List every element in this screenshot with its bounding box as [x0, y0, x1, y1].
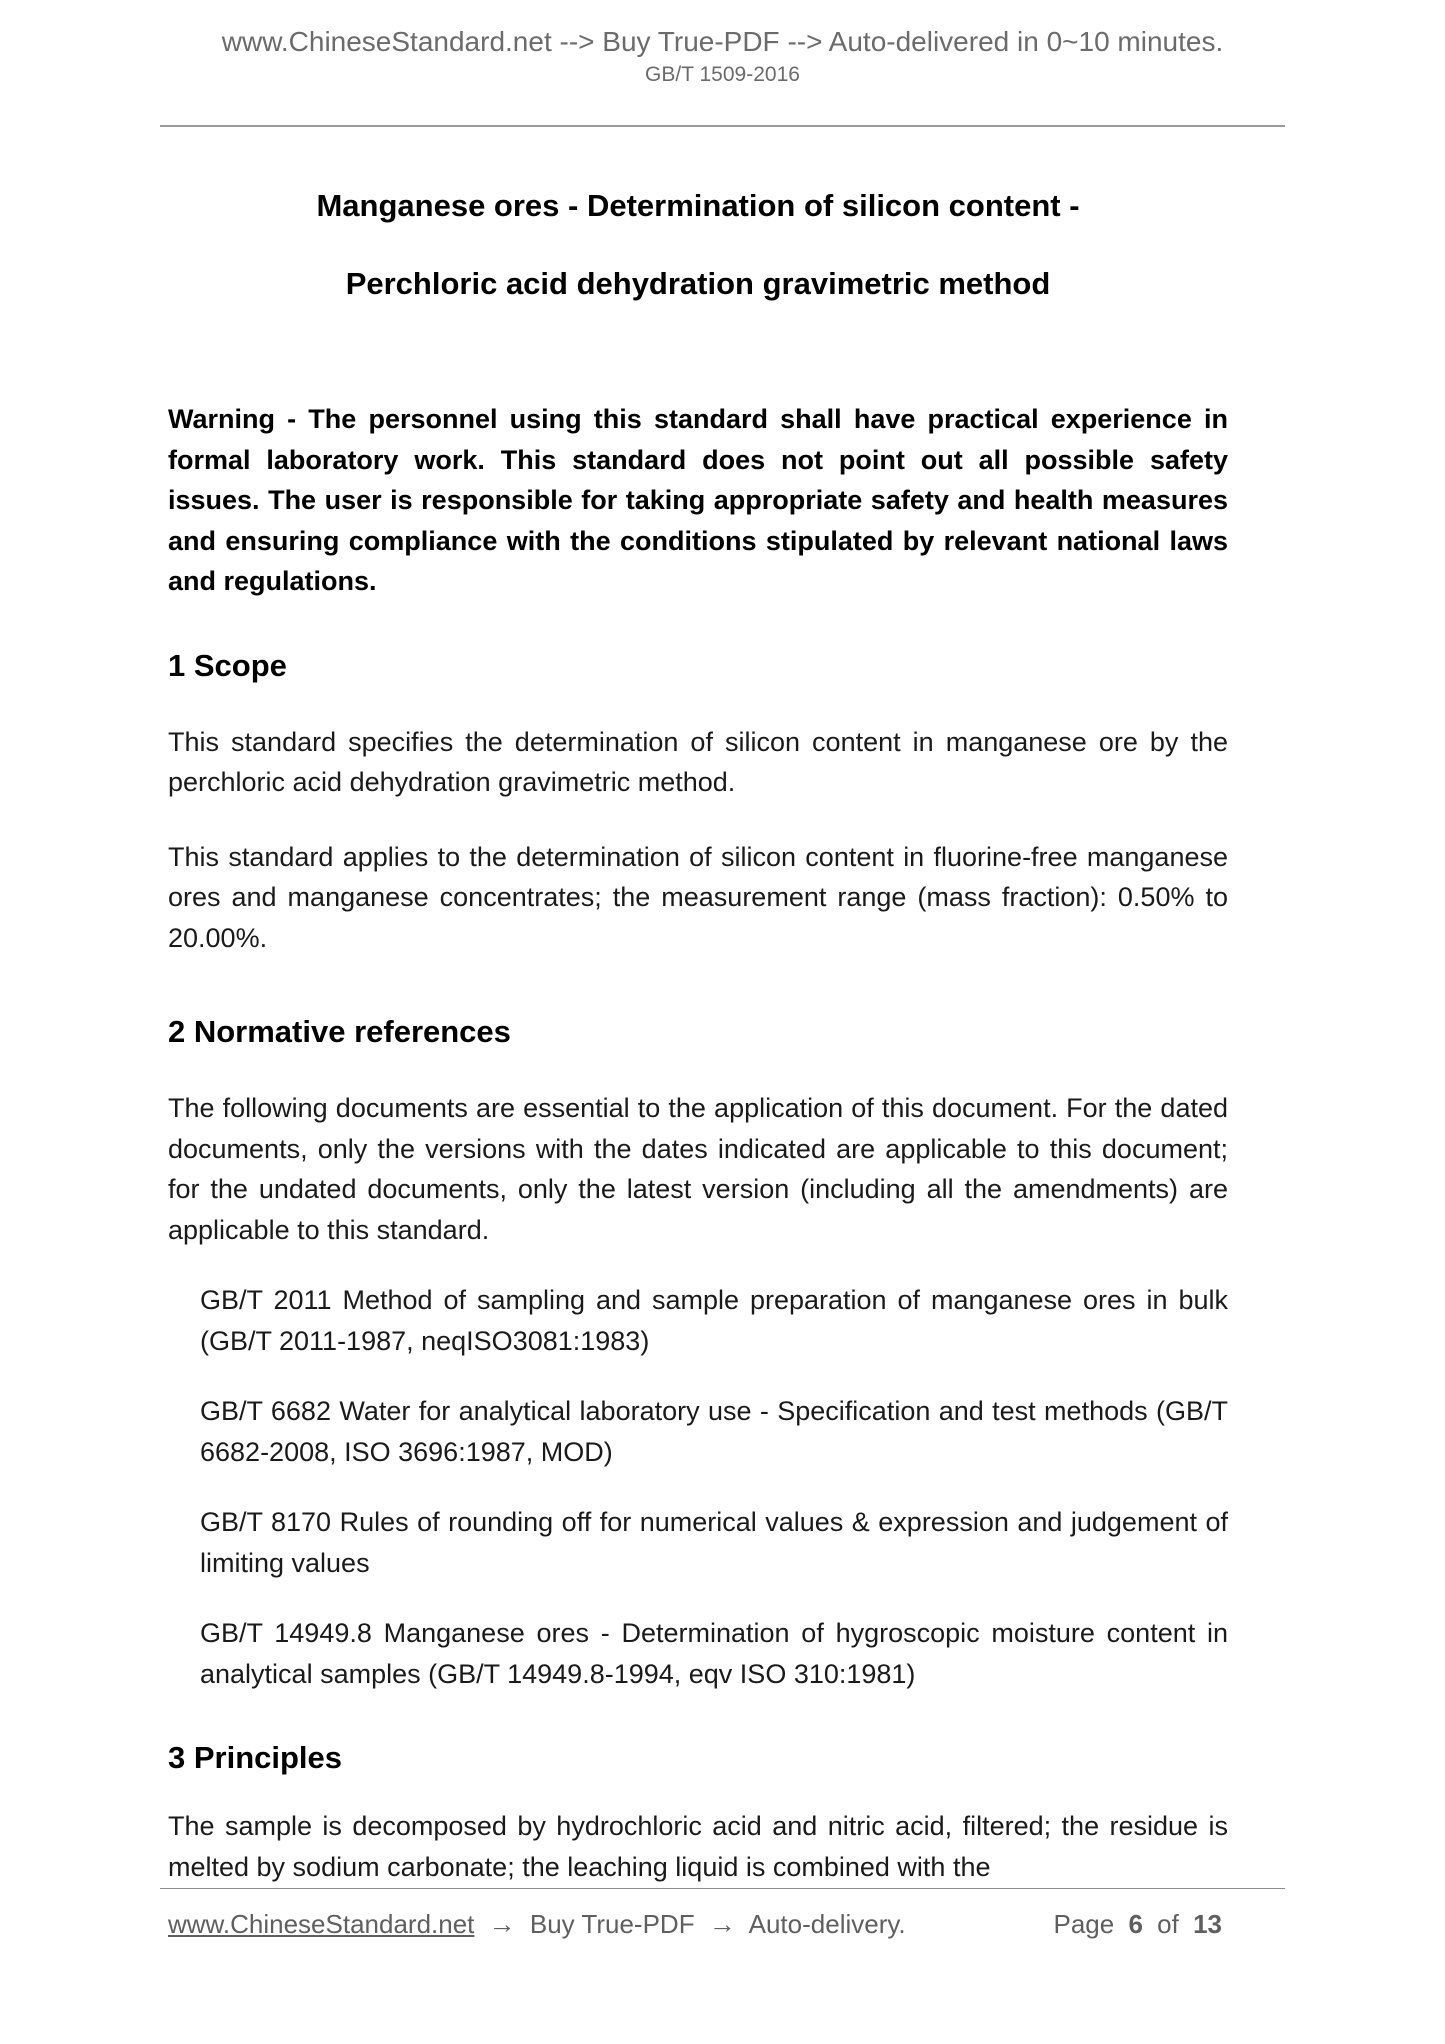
document-body	[168, 167, 1228, 1887]
footer-delivery-text: Auto-delivery.	[748, 1909, 906, 1939]
scope-paragraph-2: This standard applies to the determination of silicon content in fluorine-free manganese ores and manganese concentrates; the measurement range (mass fraction): 0.50% to 20.00%.	[168, 841, 1228, 953]
page-footer	[0, 1888, 1445, 1940]
document-title-line1: Manganese ores - Determination of silicon content -	[316, 188, 1080, 223]
footer-text-row	[168, 1909, 1222, 1940]
document-title-line2: Perchloric acid dehydration gravimetric method	[345, 266, 1051, 301]
footer-site-line	[168, 1909, 913, 1940]
footer-buy-text: Buy True-PDF	[529, 1909, 695, 1939]
reference-item: GB/T 2011 Method of sampling and sample preparation of manganese ores in bulk (GB/T 2011-1987, neqISO3081:1983)	[200, 1285, 1228, 1356]
normative-intro-paragraph: The following documents are essential to the application of this document. For the dated documents, only the versions with the dates indicated are applicable to this document; for the undated documents, only the latest version (including all the amendments) are applicable to this standard.	[168, 1093, 1228, 1245]
section-heading-normative-references: 2 Normative references	[168, 1014, 511, 1049]
page-header	[0, 0, 1445, 87]
page-current-number: 6	[1128, 1909, 1143, 1939]
footer-divider	[160, 1888, 1285, 1889]
header-standard-number: GB/T 1509-2016	[645, 63, 800, 86]
warning-paragraph: Warning - The personnel using this standard shall have practical experience in formal laboratory work. This standard does not point out all possible safety issues. The user is responsible for taking appropriate safety and health measures and ensuring compliance with the conditions stipulated by relevant national laws and regulations.	[168, 404, 1228, 596]
page-label: Page	[1053, 1909, 1115, 1939]
section-heading-scope: 1 Scope	[168, 647, 287, 683]
footer-arrow-icon: →	[488, 1909, 516, 1939]
header-banner-text: www.ChineseStandard.net --> Buy True-PDF --> Auto-delivered in 0~10 minutes.	[221, 26, 1224, 57]
reference-item: GB/T 6682 Water for analytical laboratory use - Specification and test methods (GB/T 6682-2008, ISO 3696:1987, MOD)	[200, 1396, 1228, 1467]
reference-item: GB/T 14949.8 Manganese ores - Determination of hygroscopic moisture content in analytical samples (GB/T 14949.8-1994, eqv ISO 310:1981)	[200, 1618, 1228, 1689]
page-total-number: 13	[1193, 1909, 1222, 1939]
section-heading-principles: 3 Principles	[168, 1740, 343, 1775]
principles-paragraph: The sample is decomposed by hydrochloric acid and nitric acid, filtered; the residue is melted by sodium carbonate; the leaching liquid is combined with the	[168, 1811, 1228, 1882]
scope-paragraph-1: This standard specifies the determination of silicon content in manganese ore by the perchloric acid dehydration gravimetric method.	[168, 726, 1228, 797]
footer-arrow-icon: →	[708, 1909, 736, 1939]
page-number-indicator	[1046, 1909, 1222, 1940]
reference-item: GB/T 8170 Rules of rounding off for numerical values & expression and judgement of limiting values	[200, 1507, 1228, 1578]
page-of-label: of	[1157, 1909, 1179, 1939]
footer-site-link[interactable]: www.ChineseStandard.net	[168, 1909, 475, 1939]
header-divider	[160, 125, 1285, 127]
document-title	[168, 167, 1228, 323]
